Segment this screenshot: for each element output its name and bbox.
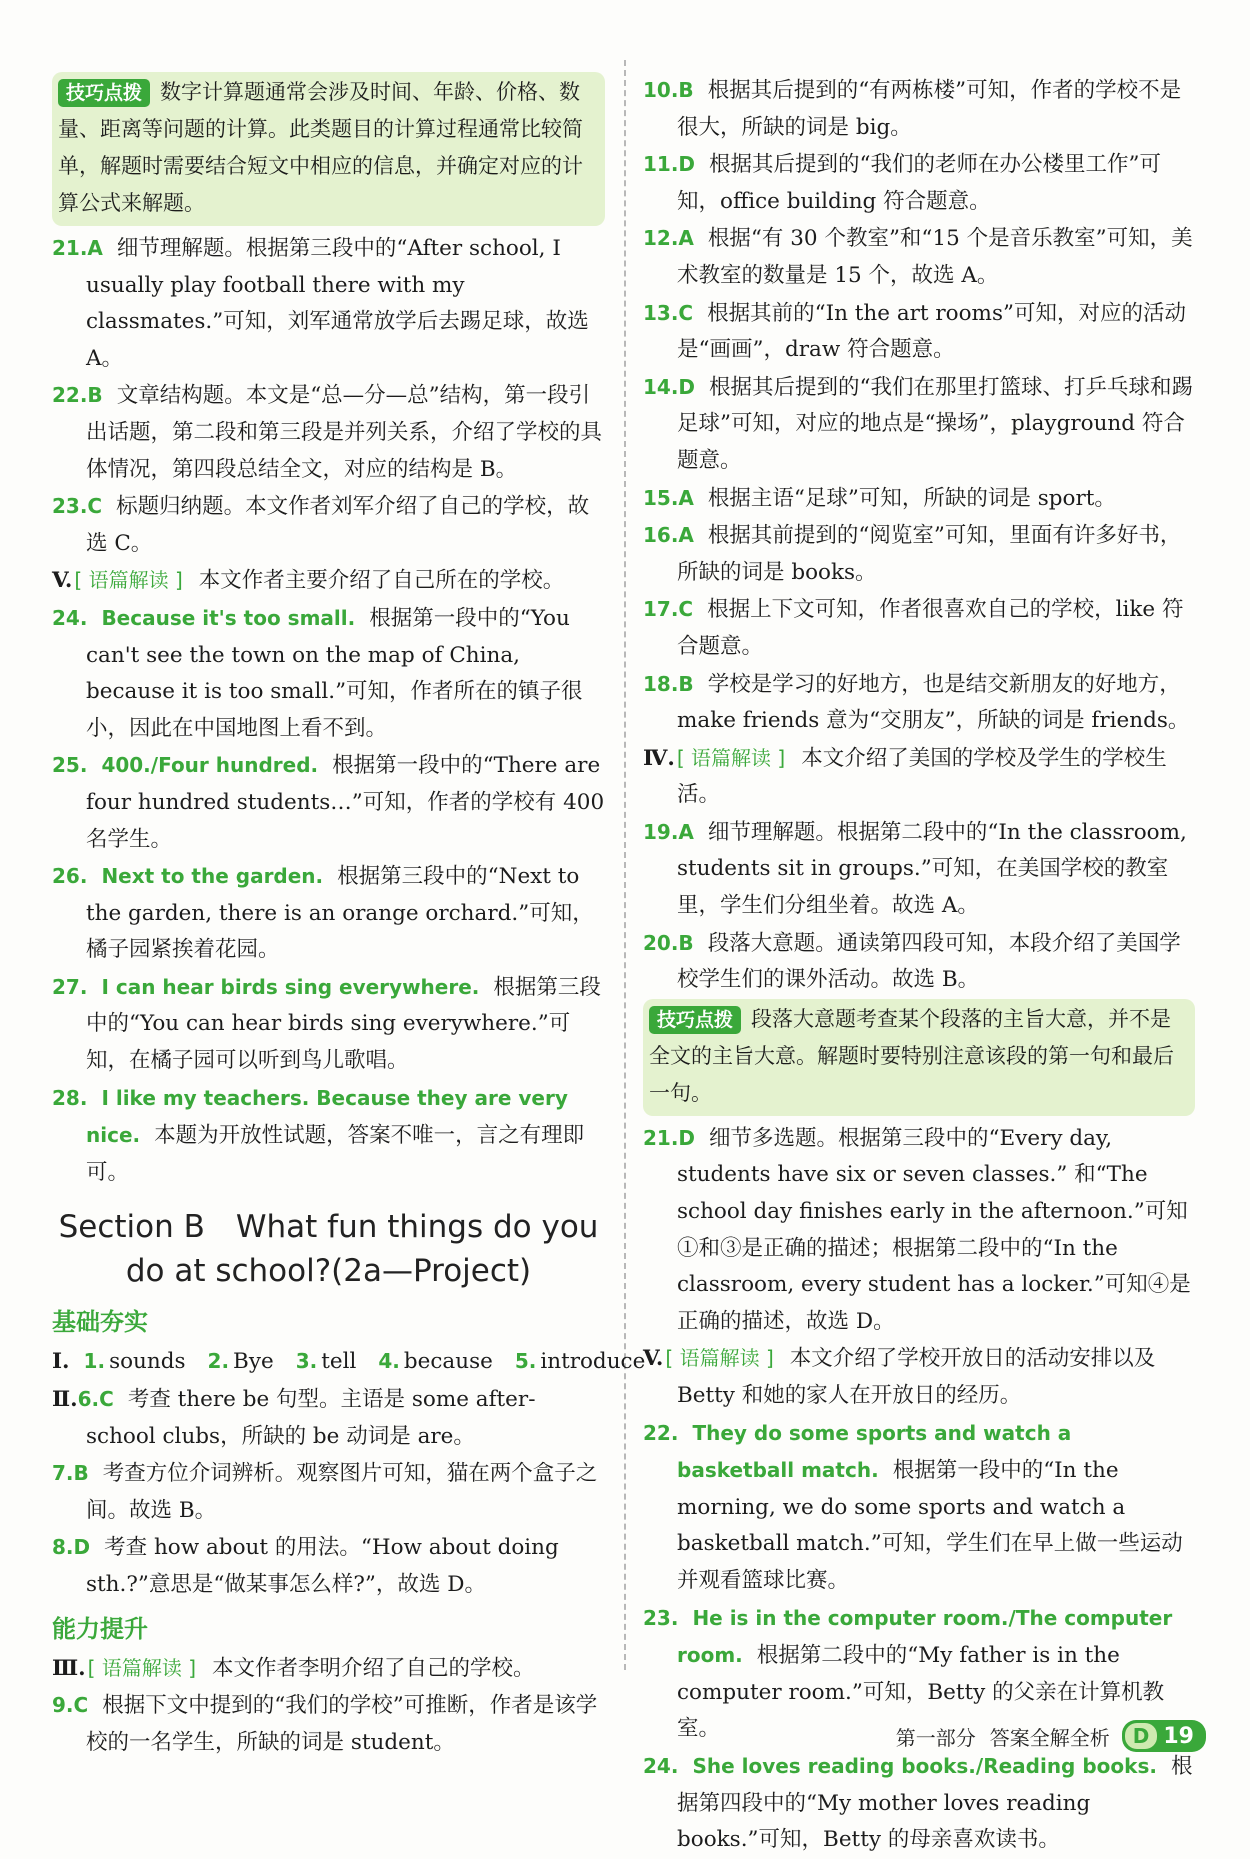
answer-item <box>52 1529 605 1603</box>
explanation-text: 根据其前的“In the art rooms”可知，对应的活动是“画画”，draw 符合题意。 <box>677 300 1186 363</box>
explanation-text: 根据下文中提到的“我们的学校”可推断，作者是该学校的一名学生，所缺的词是 student。 <box>86 1693 598 1755</box>
explanation-text: 本题为开放性试题，答案不唯一，言之有理即可。 <box>86 1123 585 1185</box>
question-number: 11.D <box>643 152 696 177</box>
answer-list <box>52 230 605 562</box>
roman-numeral: Ⅱ. <box>52 1387 78 1413</box>
page-badge <box>1122 1720 1206 1752</box>
answer-item <box>643 220 1195 294</box>
answer-item <box>643 295 1195 369</box>
explanation-text: 考查 how about 的用法。“How about doing sth.?”意思是“做某事怎么样?”，故选 D。 <box>86 1535 559 1597</box>
question-number: 19.A <box>643 819 694 844</box>
question-number: 23.C <box>52 494 103 519</box>
answer-item <box>643 480 1195 518</box>
section-v-intro: V. [ 语篇解读 ] 本文作者主要介绍了自己所在的学校。 <box>52 568 565 594</box>
explanation-text: 根据其后提到的“有两栋楼”可知，作者的学校不是很大，所缺的词是 big。 <box>677 78 1182 140</box>
subheading-basic: 基础夯实 <box>52 1308 148 1337</box>
answer-item <box>643 1748 1195 1859</box>
question-number: 26. <box>52 864 88 889</box>
explanation-text: 根据其后提到的“我们的老师在办公楼里工作”可知，office building 符合题意。 <box>677 152 1162 214</box>
question-number: 23. <box>643 1605 679 1630</box>
question-number: 14.D <box>643 374 696 399</box>
fill-word: tell <box>321 1349 357 1375</box>
badge-letter: D <box>1125 1723 1158 1749</box>
question-number: 27. <box>52 974 88 999</box>
answer-item <box>52 1687 605 1761</box>
explanation-text: 细节多选题。根据第三段中的“Every day, students have six or seven classes.” 和“The school day finishes early in the afternoon.”可知①和③是正确的描述；根据第二段中的“In the classroom, every student has a locker.”可知④是正确的描述，故选 D。 <box>677 1125 1191 1334</box>
question-number: 22. <box>643 1420 679 1445</box>
answer-text: Because it's too small. <box>101 605 356 630</box>
question-number: 21.D <box>643 1125 696 1150</box>
answer-item <box>643 517 1195 591</box>
explanation-text: 细节理解题。根据第三段中的“After school, I usually play football there with my classmates.”可知，刘军通常放学后去踢足球，故选 A。 <box>86 236 589 371</box>
answer-item <box>643 72 1195 146</box>
answer-item <box>52 230 605 377</box>
section-title: Section B What fun things do you do at school?(2a—Project) <box>58 1209 599 1290</box>
answer-text: 400./Four hundred. <box>101 753 319 778</box>
fill-number: 5. <box>514 1349 537 1374</box>
left-column <box>52 72 646 1761</box>
question-number: 13.C <box>643 300 694 325</box>
answer-text: I like my teachers. Because they are very nice. <box>86 1085 568 1148</box>
question-number: 9.C <box>52 1693 89 1718</box>
answer-item <box>52 858 605 969</box>
explanation-text: 根据第一段中的“You can't see the town on the map of China, because it is too small.”可知，作者所在的镇子很小，因此在中国地图上看不到。 <box>86 605 583 741</box>
answer-text: Next to the garden. <box>101 864 324 889</box>
fill-answers: Ⅰ. 1. sounds 2. Bye 3. tell 4. because 5. introduce <box>52 1343 605 1381</box>
explanation-text: 考查方位介词辨析。观察图片可知，猫在两个盒子之间。故选 B。 <box>86 1461 598 1523</box>
question-number: 8.D <box>52 1535 91 1560</box>
answer-list <box>52 1381 605 1604</box>
fill-number: 2. <box>207 1349 230 1374</box>
explanation-text: 根据主语“足球”可知，所缺的词是 sport。 <box>707 485 1116 511</box>
tip-label: 技巧点拨 <box>649 1006 741 1034</box>
fill-number: 1. <box>83 1349 106 1374</box>
question-number: 20.B <box>643 930 694 955</box>
explanation-text: 标题归纳题。本文作者刘军介绍了自己的学校，故选 C。 <box>86 494 590 556</box>
question-number: 18.B <box>643 671 694 696</box>
question-number: 6.C <box>77 1387 114 1412</box>
question-number: 24. <box>52 605 88 630</box>
answer-item <box>643 591 1195 665</box>
answer-item <box>643 369 1195 480</box>
answer-list <box>643 1415 1195 1859</box>
answer-item <box>52 747 605 858</box>
right-column <box>643 72 1195 1859</box>
question-number: 17.C <box>643 597 694 622</box>
footer-title: 答案全解全析 <box>989 1725 1110 1750</box>
explanation-text: 根据其前提到的“阅览室”可知，里面有许多好书，所缺的词是 books。 <box>677 523 1182 585</box>
answer-item <box>52 1381 605 1455</box>
tip-text: 段落大意题考查某个段落的主旨大意，并不是全文的主旨大意。解题时要特别注意该段的第一句和最后一句。 <box>649 1006 1174 1105</box>
answer-item <box>52 488 605 562</box>
answer-item <box>643 1120 1195 1341</box>
fill-word: Bye <box>233 1349 274 1375</box>
answer-text: I can hear birds sing everywhere. <box>101 974 480 999</box>
explanation-text: 根据上下文可知，作者很喜欢自己的学校，like 符合题意。 <box>677 597 1184 659</box>
page-footer <box>896 1720 1206 1752</box>
answer-text: They do some sports and watch a basketball match. <box>677 1420 1072 1483</box>
explanation-text: 根据第一段中的“In the morning, we do some sports and watch a basketball match.”可知，学生们在早上做一些运动并观看篮球比赛。 <box>677 1458 1183 1593</box>
answer-item <box>643 814 1195 925</box>
answer-item <box>52 969 605 1080</box>
answer-list <box>52 600 605 1192</box>
answer-item <box>643 146 1195 220</box>
fill-word: introduce <box>540 1349 646 1375</box>
section-iv-intro: Ⅳ. [ 语篇解读 ] 本文介绍了美国的学校及学生的学校生活。 <box>643 745 1167 808</box>
question-number: 28. <box>52 1085 88 1110</box>
section-iii-intro: Ⅲ. [ 语篇解读 ] 本文作者李明介绍了自己的学校。 <box>52 1655 535 1681</box>
tip-box-2 <box>643 999 1195 1116</box>
explanation-text: 学校是学习的好地方，也是结交新朋友的好地方，make friends 意为“交朋友”，所缺的词是 friends。 <box>677 671 1190 734</box>
tip-box-1 <box>52 72 605 226</box>
column-divider <box>624 60 626 1670</box>
explanation-text: 根据第一段中的“There are four hundred students…”可知，作者的学校有 400 名学生。 <box>86 753 605 852</box>
question-number: 22.B <box>52 383 103 408</box>
answer-item <box>643 925 1195 999</box>
explanation-text: 根据“有 30 个教室”和“15 个是音乐教室”可知，美术教室的数量是 15 个，故选 A。 <box>677 226 1193 288</box>
answer-list <box>52 1687 605 1761</box>
fill-word: sounds <box>109 1349 186 1375</box>
explanation-text: 细节理解题。根据第二段中的“In the classroom, students sit in groups.”可知，在美国学校的教室里，学生们分组坐着。故选 A。 <box>677 819 1187 919</box>
answer-text: He is in the computer room./The computer room. <box>677 1605 1173 1668</box>
explanation-text: 根据其后提到的“我们在那里打篮球、打乒乓球和踢足球”可知，对应的地点是“操场”，playground 符合题意。 <box>677 374 1194 473</box>
explanation-text: 根据第四段中的“My mother loves reading books.”可知，Betty 的母亲喜欢读书。 <box>677 1753 1193 1853</box>
question-number: 24. <box>643 1753 679 1778</box>
fill-word-list <box>70 1349 654 1374</box>
explanation-text: 根据第三段中的“You can hear birds sing everywhere.”可知，在橘子园可以听到鸟儿歌唱。 <box>86 974 601 1074</box>
answer-list <box>643 72 1195 740</box>
explanation-text: 考查 there be 句型。主语是 some after-school clubs，所缺的 be 动词是 are。 <box>86 1387 536 1449</box>
tip-text: 数字计算题通常会涉及时间、年龄、价格、数量、距离等问题的计算。此类题目的计算过程通常比较简单，解题时需要结合短文中相应的信息，并确定对应的计算公式来解题。 <box>58 80 583 215</box>
answer-item <box>52 1080 605 1192</box>
answer-item <box>52 600 605 747</box>
explanation-text: 段落大意题。通读第四段可知，本段介绍了美国学校学生们的课外活动。故选 B。 <box>677 930 1181 993</box>
answer-list <box>643 814 1195 999</box>
question-number: 12.A <box>643 226 694 251</box>
explanation-text: 文章结构题。本文是“总—分—总”结构，第一段引出话题，第二段和第三段是并列关系，介绍了学校的具体情况，第四段总结全文，对应的结构是 B。 <box>86 383 603 482</box>
tip-label: 技巧点拨 <box>58 79 150 107</box>
answer-text: She loves reading books./Reading books. <box>692 1753 1157 1778</box>
question-number: 15.A <box>643 485 694 510</box>
explanation-text: 根据第二段中的“My father is in the computer room.”可知，Betty 的父亲在计算机教室。 <box>677 1643 1165 1742</box>
answer-item <box>52 1455 605 1529</box>
answer-item <box>643 1415 1195 1600</box>
question-number: 16.A <box>643 523 694 548</box>
section-v-intro-right: V. [ 语篇解读 ] 本文介绍了学校开放日的活动安排以及 Betty 和她的家人在开放日的经历。 <box>643 1346 1156 1408</box>
answer-item <box>52 377 605 488</box>
question-number: 21.A <box>52 236 103 260</box>
fill-number: 4. <box>378 1349 400 1374</box>
answer-list <box>643 1120 1195 1341</box>
page-number: 19 <box>1163 1723 1194 1749</box>
explanation-text: 根据第三段中的“Next to the garden, there is an orange orchard.”可知，橘子园紧挨着花园。 <box>86 864 594 963</box>
fill-word: because <box>403 1349 493 1375</box>
answer-item <box>643 666 1195 740</box>
question-number: 7.B <box>52 1461 89 1486</box>
footer-part: 第一部分 <box>895 1725 976 1750</box>
subheading-advanced: 能力提升 <box>52 1614 148 1643</box>
fill-number: 3. <box>295 1349 318 1374</box>
question-number: 10.B <box>643 78 694 102</box>
question-number: 25. <box>52 753 88 778</box>
